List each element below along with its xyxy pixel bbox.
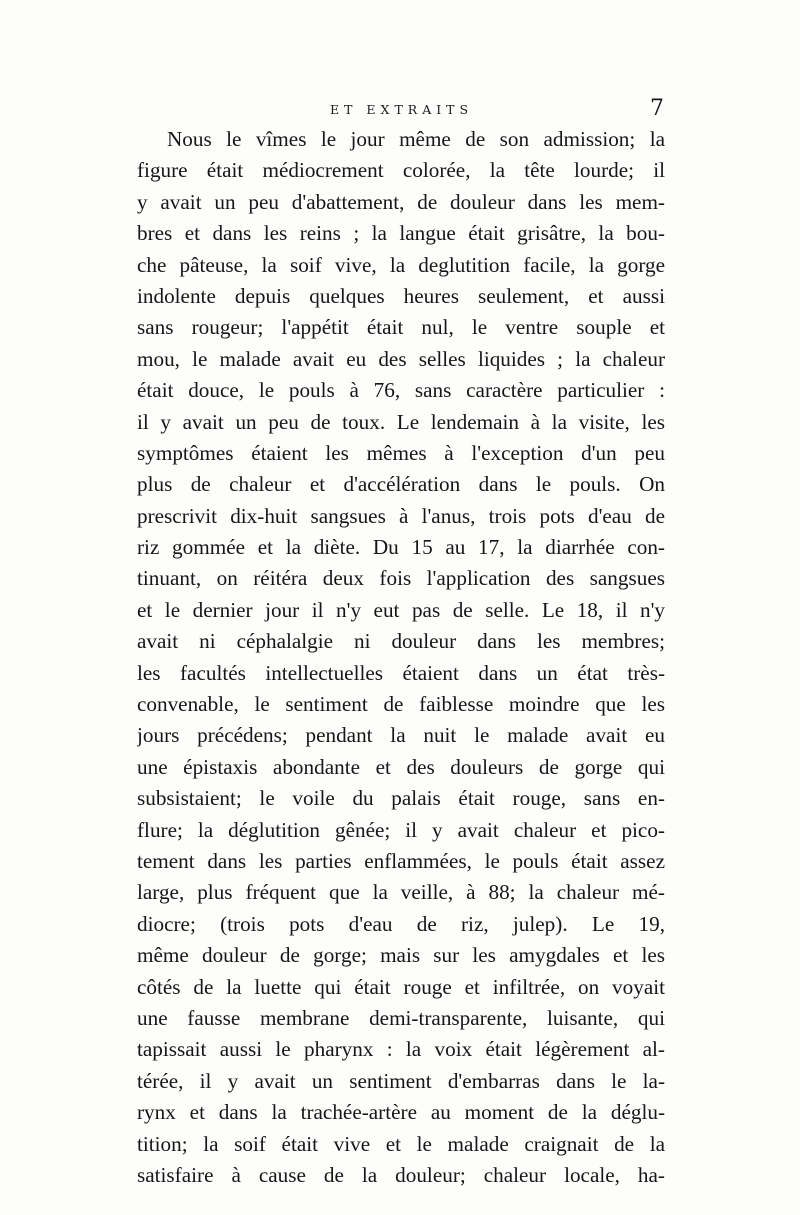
text-line: même douleur de gorge; mais sur les amygdales et les bbox=[137, 943, 665, 968]
text-line: rynx et dans la trachée-artère au moment de la déglu- bbox=[137, 1100, 665, 1125]
text-line: convenable, le sentiment de faiblesse moindre que les bbox=[137, 692, 665, 717]
running-head-title: ET EXTRAITS bbox=[330, 102, 474, 117]
text-line: térée, il y avait un sentiment d'embarras dans le la- bbox=[137, 1068, 665, 1093]
text-line: y avait un peu d'abattement, de douleur dans les mem- bbox=[137, 189, 665, 214]
text-line: che pâteuse, la soif vive, la deglutition facile, la gorge bbox=[137, 252, 665, 277]
text-line: était douce, le pouls à 76, sans caractère particulier : bbox=[137, 378, 665, 403]
text-line: sans rougeur; l'appétit était nul, le ventre souple et bbox=[137, 315, 665, 340]
text-line: large, plus fréquent que la veille, à 88; la chaleur mé- bbox=[137, 880, 665, 905]
text-line: il y avait un peu de toux. Le lendemain à la visite, les bbox=[137, 409, 665, 434]
text-line: avait ni céphalalgie ni douleur dans les membres; bbox=[137, 629, 665, 654]
text-line: indolente depuis quelques heures seulement, et aussi bbox=[137, 283, 665, 308]
text-line: bres et dans les reins ; la langue était grisâtre, la bou- bbox=[137, 221, 665, 246]
text-line: une épistaxis abondante et des douleurs de gorge qui bbox=[137, 754, 665, 779]
text-line: et le dernier jour il n'y eut pas de selle. Le 18, il n'y bbox=[137, 597, 665, 622]
text-line: tapissait aussi le pharynx : la voix était légèrement al- bbox=[137, 1037, 665, 1062]
text-line: tement dans les parties enflammées, le pouls était assez bbox=[137, 848, 665, 873]
text-line: riz gommée et la diète. Du 15 au 17, la diarrhée con- bbox=[137, 535, 665, 560]
text-line: tition; la soif était vive et le malade craignait de la bbox=[137, 1131, 665, 1156]
body-paragraph bbox=[137, 124, 665, 1191]
text-line: prescrivit dix-huit sangsues à l'anus, trois pots d'eau de bbox=[137, 503, 665, 528]
text-line: une fausse membrane demi-transparente, luisante, qui bbox=[137, 1005, 665, 1030]
text-line: satisfaire à cause de la douleur; chaleur locale, ha- bbox=[137, 1162, 665, 1187]
text-line: subsistaient; le voile du palais était rouge, sans en- bbox=[137, 786, 665, 811]
text-line: figure était médiocrement colorée, la tête lourde; il bbox=[137, 158, 665, 183]
page-number: 7 bbox=[650, 96, 664, 121]
running-head bbox=[130, 96, 670, 126]
text-line: jours précédens; pendant la nuit le malade avait eu bbox=[137, 723, 665, 748]
text-line: symptômes étaient les mêmes à l'exception d'un peu bbox=[137, 440, 665, 465]
text-line: plus de chaleur et d'accélération dans le pouls. On bbox=[137, 472, 665, 497]
text-line: flure; la déglutition gênée; il y avait chaleur et pico- bbox=[137, 817, 665, 842]
text-line: Nous le vîmes le jour même de son admission; la bbox=[167, 127, 665, 151]
text-line: les facultés intellectuelles étaient dans un état très- bbox=[137, 660, 665, 685]
text-line: mou, le malade avait eu des selles liquides ; la chaleur bbox=[137, 346, 665, 371]
text-line: tinuant, on réitéra deux fois l'application des sangsues bbox=[137, 566, 665, 591]
text-line: diocre; (trois pots d'eau de riz, julep). Le 19, bbox=[137, 911, 665, 936]
text-line: côtés de la luette qui était rouge et infiltrée, on voyait bbox=[137, 974, 665, 999]
